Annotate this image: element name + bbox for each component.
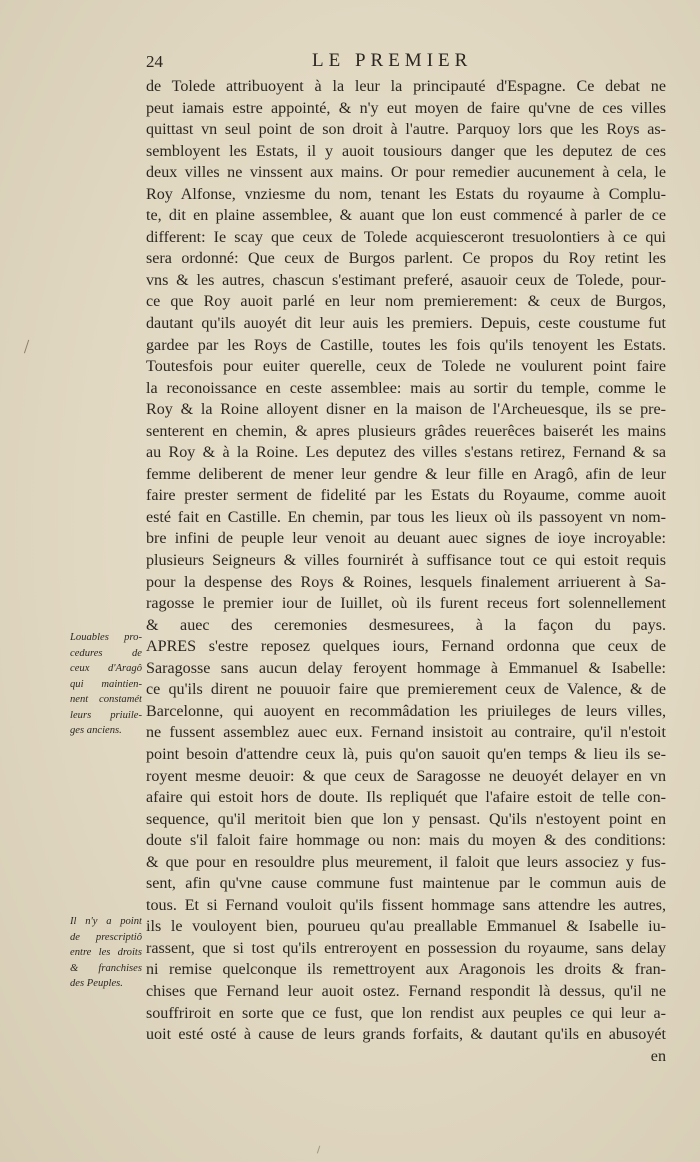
text-line: royent mesme deuoir: & que ceux de Saragosse ne deuoyét delayer en vn xyxy=(146,767,666,785)
ink-mark xyxy=(317,1146,323,1155)
text-line: rassent, que si tost qu'ils entreroyent en possession du royaume, sans delay xyxy=(146,939,666,957)
margin-note-line: leurs priuile- xyxy=(70,709,142,721)
text-line: la reconoissance en ceste assemblee: mais au sortir du temple, comme le xyxy=(146,379,666,397)
text-line: peut iamais estre appointé, & n'y eut moyen de faire qu'vne de ces villes xyxy=(146,99,666,117)
text-line: de Tolede attribuoyent à la leur la principauté d'Espagne. Ce debat ne xyxy=(146,78,666,95)
text-line: Roy Alfonse, vnziesme du nom, tenant les Estats du royaume à Complu- xyxy=(146,185,666,203)
text-line: Roy & la Roine alloyent disner en la maison de l'Archeuesque, ils se pre- xyxy=(146,401,666,419)
text-line: te, dit en plaine assemblee, & auant que lon eust commencé à parler de ce xyxy=(146,207,666,225)
text-line: Saragosse sans aucun delay feroyent hommage à Emmanuel & Isabelle: xyxy=(146,659,666,677)
margin-note-line: Il n'y a point xyxy=(70,916,142,927)
text-line: ils le vouloyent bien, pourueu qu'au preallable Emmanuel & Isabelle iu- xyxy=(146,918,666,936)
text-line: ne fussent assemblez auec eux. Fernand insistoit au contraire, qu'il n'estoit xyxy=(146,724,666,742)
margin-note-aragon-privileges xyxy=(70,630,142,739)
text-line: Toutesfois pour euiter querelle, ceux de Tolede ne voulurent point faire xyxy=(146,358,666,376)
text-line: point besoin d'attendre ceux là, puis qu'on sauoit qu'en temps & lieu ils se- xyxy=(146,745,666,763)
margin-note-line: ceux d'Aragô xyxy=(70,663,142,674)
text-line: vns & les autres, chascun s'estimant preferé, asauoir ceux de Tolede, pour- xyxy=(146,271,666,289)
text-line: doute s'il faloit faire hommage ou non: mais du moyen & des conditions: xyxy=(146,832,666,850)
text-line: quittast vn seul point de son droit à l'autre. Parquoy lors que les Roys as- xyxy=(146,121,666,139)
text-line: deux villes ne vinssent aux mains. Or pour remedier aucunement à cela, le xyxy=(146,164,666,182)
margin-note-prescription xyxy=(70,914,142,992)
text-line: sent, afin qu'vne cause commune fust maintenue par le commun auis de xyxy=(146,875,666,893)
page-number: 24 xyxy=(146,52,163,71)
margin-note-line: qui maintien- xyxy=(70,678,142,690)
catchword: en xyxy=(650,1047,666,1065)
text-line: Barcelonne, qui auoyent en recommâdation les priuileges de leurs villes, xyxy=(146,702,666,720)
text-line: ragosse le premier iour de Iuillet, où ils furent receus fort solennellement xyxy=(146,595,666,613)
text-line: souffriroit en sorte que ce fust, que lon rendist aux peuples ce qui leur a- xyxy=(146,1004,666,1022)
page-header xyxy=(0,50,700,74)
text-line: uoit esté osté à cause de leurs grands forfaits, & dautant qu'ils en abusoyét xyxy=(146,1026,666,1044)
ink-mark xyxy=(24,340,32,355)
text-line: & que pour en resouldre plus meurement, il faloit que leurs associez y fus- xyxy=(146,853,666,871)
running-title: LE PREMIER xyxy=(312,50,473,71)
text-line: APRES s'estre reposez quelques iours, Fernand ordonna que ceux de xyxy=(146,638,666,656)
text-line: bre infini de peuple leur venoit au deuant auec signes de ioye incroyable: xyxy=(146,530,666,548)
text-line: femme deliberent de mener leur gendre & leur fille en Aragô, afin de leur xyxy=(146,465,666,483)
text-line: dautant qu'ils auoyét dit leur auis les premiers. Depuis, ceste coustume fut xyxy=(146,315,666,333)
text-line: tous. Et si Fernand vouloit qu'ils fissent hommage sans attendre les autres, xyxy=(146,896,666,914)
text-line: afaire qui estoit hors de doute. Ils repliquét que l'afaire estoit de telle con- xyxy=(146,789,666,807)
text-line: sequence, qu'il meritoit bien que lon y pensast. Qu'ils n'estoyent point en xyxy=(146,810,666,828)
text-line: ce qu'ils dirent ne pouuoir faire que premierement ceux de Valence, & de xyxy=(146,681,666,699)
text-line: gardee par les Roys de Castille, toutes les fois qu'ils tenoyent les Estats. xyxy=(146,336,666,354)
text-line: sera ordonné: Que ceux de Burgos parlent. Ce propos du Roy retint les xyxy=(146,250,666,268)
text-line: pour la despense des Roys & Roines, lesquels finalement arriuerent à Sa- xyxy=(146,573,666,591)
margin-note-line: cedures de xyxy=(70,647,142,659)
text-line: au Roy & à la Roine. Les deputez des villes s'estans retirez, Fernand & sa xyxy=(146,444,666,462)
margin-note-line: Louables pro- xyxy=(70,632,142,643)
margin-note-line: ges anciens. xyxy=(70,725,122,736)
text-line: sembloyent les Estats, il y auoit tousiours danger que les deputez de ces xyxy=(146,142,666,160)
margin-note-line: entre les droits xyxy=(70,947,142,958)
text-line: ni remise quelconque ils remettroyent aux Aragonois les droits & fran- xyxy=(146,961,666,979)
text-line: ce que Roy auoit parlé en leur nom premierement: & ceux de Burgos, xyxy=(146,293,666,311)
text-line: faire prester serment de fidelité par les Estats du Royaume, comme auoit xyxy=(146,487,666,505)
text-line: chises que Fernand leur auoit ostez. Fernand respondit là dessus, qu'il ne xyxy=(146,982,666,1000)
margin-note-line: de prescriptiô xyxy=(70,931,142,943)
margin-note-line: & franchises xyxy=(70,962,142,974)
text-line: senterent en chemin, & apres plusieurs grâdes reuerêces baiserét les mains xyxy=(146,422,666,440)
text-line: plusieurs Seigneurs & villes fournirét à suffisance tout ce qui estoit requis xyxy=(146,552,666,570)
text-line: esté fait en Castille. En chemin, par tous les lieux où ils passoyent vn nom- xyxy=(146,508,666,526)
text-line: different: Ie scay que ceux de Tolede acquiesceront tresuolontiers à ce qui xyxy=(146,228,666,246)
text-line: & auec des ceremonies desmesurees, à la façon du pays. xyxy=(146,616,666,634)
body-text xyxy=(146,76,666,1067)
margin-note-line: nent constamét xyxy=(70,694,142,705)
margin-note-line: des Peuples. xyxy=(70,978,123,989)
